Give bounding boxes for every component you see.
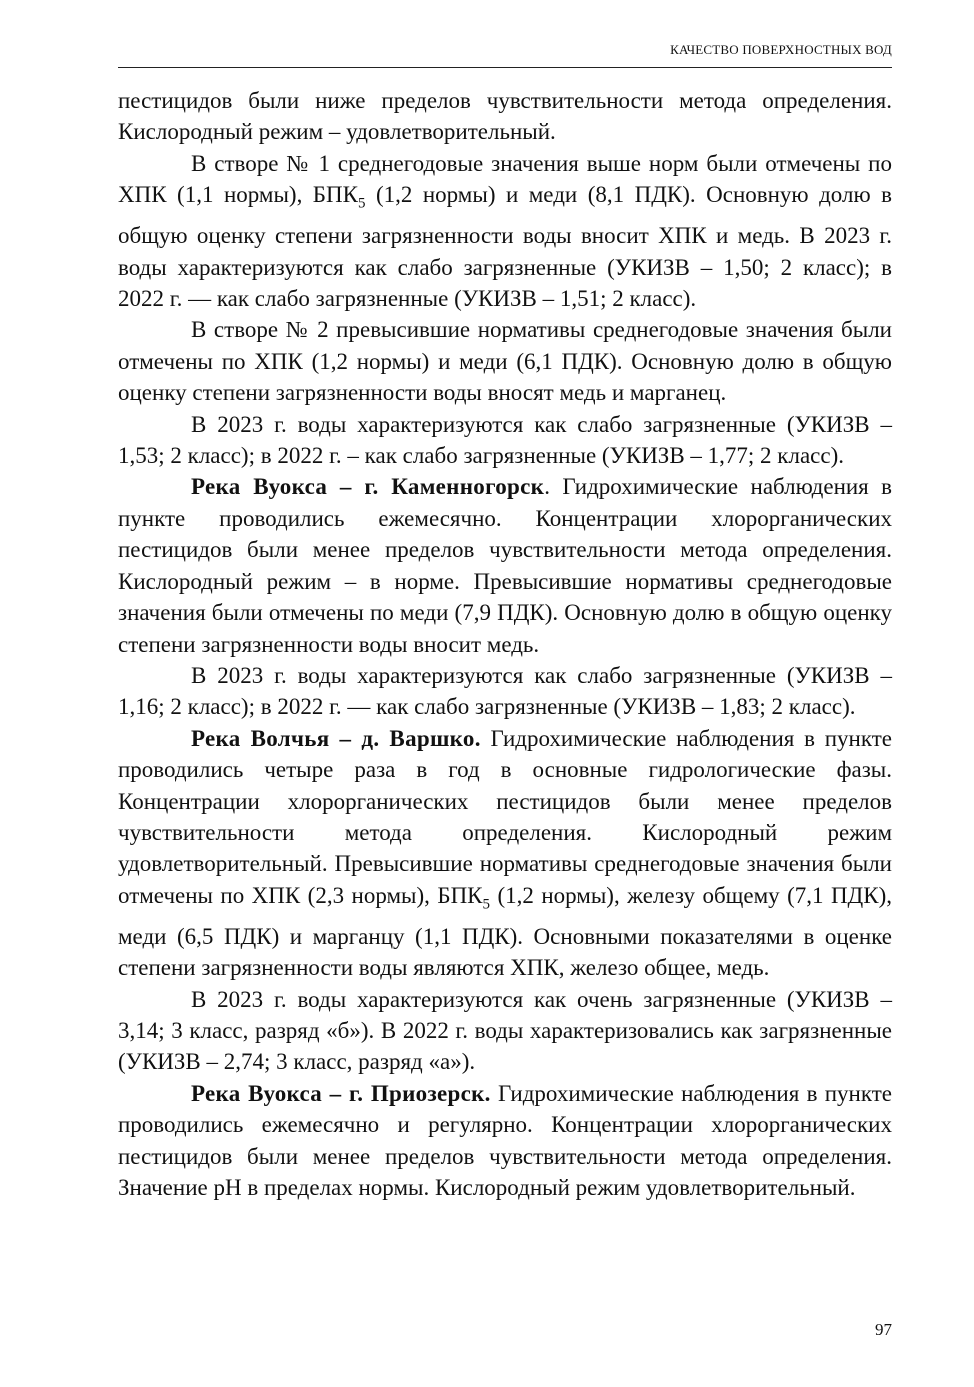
paragraph-text: Гидрохимические наблюдения в пункте проводились ежемесячно и регулярно. Концентрации хлорорганических пестицидов были менее пределов чувствительности метода определения. Значение рН в пределах нормы. Кислородный режим удовлетворительный.: [118, 1080, 892, 1200]
paragraph: [118, 660, 892, 723]
paragraph: [118, 85, 892, 148]
body-text: [118, 85, 892, 1203]
page-header: [118, 38, 892, 68]
paragraph: [118, 148, 892, 315]
section-lead: Река Вуокса – г. Каменногорск: [191, 474, 545, 500]
paragraph: [118, 409, 892, 472]
paragraph: [118, 314, 892, 408]
section-lead: Река Волчья – д. Варшко.: [191, 725, 481, 751]
paragraph-text: Гидрохимические наблюдения в пункте проводились четыре раза в год в основные гидрологические фазы. Концентрации хлорорганических пестицидов были менее пределов чувствительности метода определения. Кислородный режим удовлетворительный. Превысившие нормативы среднегодовые значения были отмечены по ХПК (2,3 нормы), БПК: [118, 725, 892, 908]
paragraph-text: В 2023 г. воды характеризуются как слабо загрязненные (УКИЗВ – 1,16; 2 класс); в 2022 г. — как слабо загрязненные (УКИЗВ – 1,83; 2 класс).: [118, 662, 892, 720]
subscript: 5: [357, 195, 366, 212]
paragraph-text: В 2023 г. воды характеризуются как очень загрязненные (УКИЗВ – 3,14; 3 класс, разряд «б»). В 2022 г. воды характеризовались как загрязненные (УКИЗВ – 2,74; 3 класс, разряд «а»).: [118, 986, 892, 1075]
paragraph-text: В 2023 г. воды характеризуются как слабо загрязненные (УКИЗВ – 1,53; 2 класс); в 2022 г. – как слабо загрязненные (УКИЗВ – 1,77; 2 класс).: [118, 411, 892, 469]
header-rule: [118, 67, 892, 68]
subscript: 5: [482, 896, 491, 913]
paragraph: [118, 723, 892, 984]
paragraph-text: (1,2 нормы), железу общему (7,1 ПДК), меди (6,5 ПДК) и марганцу (1,1 ПДК). Основными показателями в оценке степени загрязненности воды являются ХПК, железо общее, медь.: [118, 882, 892, 981]
paragraph: [118, 984, 892, 1078]
paragraph-text: В створе № 2 превысившие нормативы среднегодовые значения были отмечены по ХПК (1,2 нормы) и меди (6,1 ПДК). Основную долю в общую оценку степени загрязненности воды вносят медь и марганец.: [118, 317, 892, 406]
paragraph: [118, 1078, 892, 1204]
paragraph: [118, 471, 892, 659]
page-number: 97: [875, 1320, 892, 1339]
paragraph-text: (1,2 нормы) и меди (8,1 ПДК). Основную долю в общую оценку степени загрязненности воды вносит ХПК и медь. В 2023 г. воды характеризуются как слабо загрязненные (УКИЗВ – 1,50; 2 класс); в 2022 г. — как слабо загрязненные (УКИЗВ – 1,51; 2 класс).: [118, 182, 892, 312]
paragraph-text: пестицидов были ниже пределов чувствительности метода определения. Кислородный режим – удовлетворительный.: [118, 88, 892, 145]
running-head: КАЧЕСТВО ПОВЕРХНОСТНЫХ ВОД: [670, 42, 892, 57]
paragraph-text: . Гидрохимические наблюдения в пункте проводились ежемесячно. Концентрации хлорорганических пестицидов были менее пределов чувствительности метода определения. Кислородный режим – в норме. Превысившие нормативы среднегодовые значения были отмечены по меди (7,9 ПДК). Основную долю в общую оценку степени загрязненности воды вносит медь.: [118, 474, 893, 657]
section-lead: Река Вуокса – г. Приозерск.: [191, 1080, 491, 1106]
paragraph-text: В створе № 1 среднегодовые значения выше норм были отмечены по ХПК (1,1 нормы), БПК: [118, 150, 892, 208]
